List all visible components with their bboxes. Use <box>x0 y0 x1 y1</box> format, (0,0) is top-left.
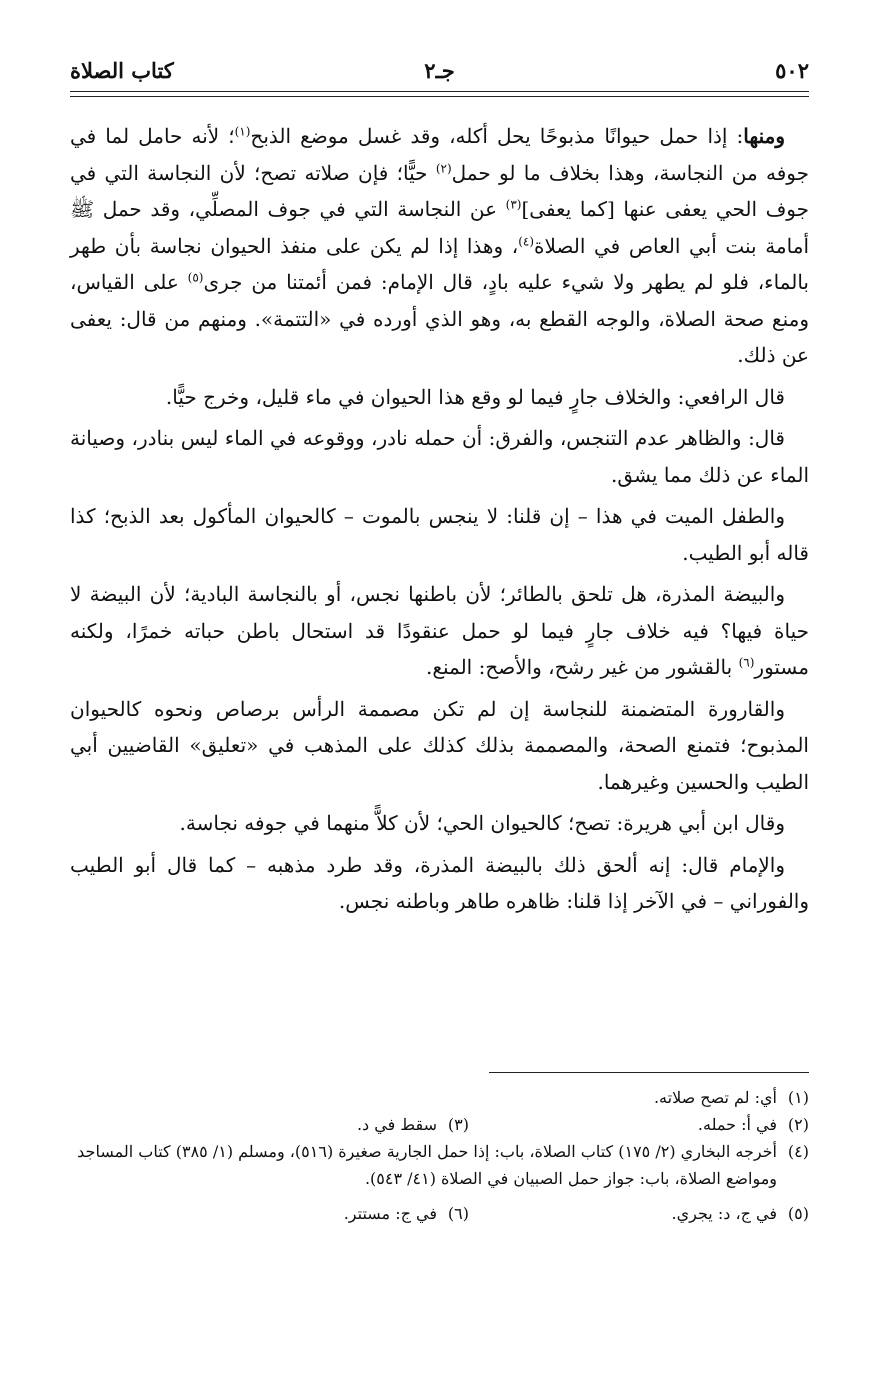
paragraph: وقال ابن أبي هريرة: تصح؛ كالحيوان الحي؛ لأن كلاًّ منهما في جوفه نجاسة. <box>179 811 785 835</box>
footnote-number: (١) <box>787 1088 809 1107</box>
page-number: ٥٠٢ <box>775 58 809 83</box>
paragraph: ومنها: إذا حمل حيوانًا مذبوحًا يحل أكله، وقد غسل موضع الذبح$^{(١)}$؛ لأنه حامل لما في جوفه من النجاسة، وهذا بخلاف ما لو حمل$^{(٢)}$ حيًّا؛ فإن صلاته تصح؛ لأن النجاسة التي في جوف الحي يعفى عنها [كما يعفى]$^{(٣)}$ عن النجاسة التي في جوف المصلِّي، وقد حمل ﷺ أمامة بنت أبي العاص في الصلاة$^{(٤)}$، وهذا إذا لم يكن على منفذ الحيوان نجاسة بأن طهر بالماء، فلو لم يطهر ولا شيء عليه بادٍ، قال الإمام: فمن أئمتنا من جرى$^{(٥)}$ على القياس، ومنع صحة الصلاة، والوجه القطع به، وهو الذي أورده في «التتمة». ومنهم من قال: يعفى عن ذلك. <box>70 124 809 367</box>
footnote-number: (٤) <box>787 1142 809 1161</box>
footnote <box>344 1200 469 1227</box>
footnotes <box>70 1084 809 1227</box>
footnote-row <box>70 1200 809 1227</box>
header-rule-top <box>70 91 809 92</box>
chapter-title: كتاب الصلاة <box>70 58 174 83</box>
footnote-text: أي: لم تصح صلاته. <box>653 1088 777 1107</box>
footnote <box>698 1111 809 1138</box>
header-rule-bottom <box>70 96 809 97</box>
footnote-ref[interactable]: (٣) <box>505 197 522 212</box>
volume-label: جـ٢ <box>424 58 455 83</box>
page-header <box>70 52 809 92</box>
footnote-ref[interactable]: (٥) <box>187 270 204 285</box>
paragraph: والبيضة المذرة، هل تلحق بالطائر؛ لأن باطنها نجس، أو بالنجاسة البادية؛ لأن البيضة لا حياة فيها؟ فيه خلاف جارٍ فيما لو حمل عنقودًا قد استحال باطن حباته خمرًا، ولكنه مستور$^{(٦)}$ بالقشور من غير رشح، والأصح: المنع. <box>70 582 809 679</box>
footnote-text: أخرجه البخاري (٢/ ١٧٥) كتاب الصلاة، باب: إذا حمل الجارية صغيرة (٥١٦)، ومسلم (١/ ٣٨٥) كتاب المساجد ومواضع الصلاة، باب: جواز حمل الصبيان في الصلاة (٤١/ ٥٤٣). <box>77 1142 777 1188</box>
footnote-number: (٣) <box>447 1115 469 1134</box>
paragraph: والقارورة المتضمنة للنجاسة إن لم تكن مصممة الرأس برصاص ونحوه كالحيوان المذبوح؛ فتمنع الصحة، والمصممة بذلك كذلك على المذهب في «تعليق» القاضيين أبي الطيب والحسين وغيرهما. <box>70 696 809 794</box>
main-text <box>70 118 809 925</box>
footnote-ref[interactable]: (٦) <box>738 655 755 670</box>
footnote <box>70 1138 809 1192</box>
footnote-ref[interactable]: (٢) <box>435 160 452 175</box>
footnote-text: في ج: مستتر. <box>343 1204 437 1223</box>
footnote <box>70 1084 809 1111</box>
footnote-separator <box>489 1072 809 1073</box>
footnote-number: (٦) <box>447 1204 469 1223</box>
paragraph: قال الرافعي: والخلاف جارٍ فيما لو وقع هذا الحيوان في ماء قليل، وخرج حيًّا. <box>165 384 785 409</box>
footnote <box>357 1111 469 1138</box>
paragraph: والإمام قال: إنه ألحق ذلك بالبيضة المذرة، وقد طرد مذهبه – كما قال أبو الطيب والفوراني – في الآخر إذا قلنا: ظاهره طاهر وباطنه نجس. <box>70 852 809 913</box>
footnote-text: في ج، د: يجري. <box>671 1204 777 1223</box>
footnote-number: (٢) <box>787 1115 809 1134</box>
paragraph-lead: ومنها <box>743 124 785 148</box>
footnote-number: (٥) <box>787 1204 809 1223</box>
footnote <box>672 1200 809 1227</box>
paragraph: والطفل الميت في هذا – إن قلنا: لا ينجس بالموت – كالحيوان المأكول بعد الذبح؛ كذا قاله أبو الطيب. <box>70 504 809 565</box>
footnote-text: سقط في د. <box>356 1115 437 1134</box>
footnote-text: في أ: حمله. <box>697 1115 777 1134</box>
paragraph: قال: والظاهر عدم التنجس، والفرق: أن حمله نادر، ووقوعه في الماء ليس بنادر، وصيانة الماء عن ذلك مما يشق. <box>70 426 809 487</box>
footnote-row <box>70 1111 809 1138</box>
footnote-ref[interactable]: (١) <box>234 124 251 139</box>
footnote-ref[interactable]: (٤) <box>518 233 535 248</box>
